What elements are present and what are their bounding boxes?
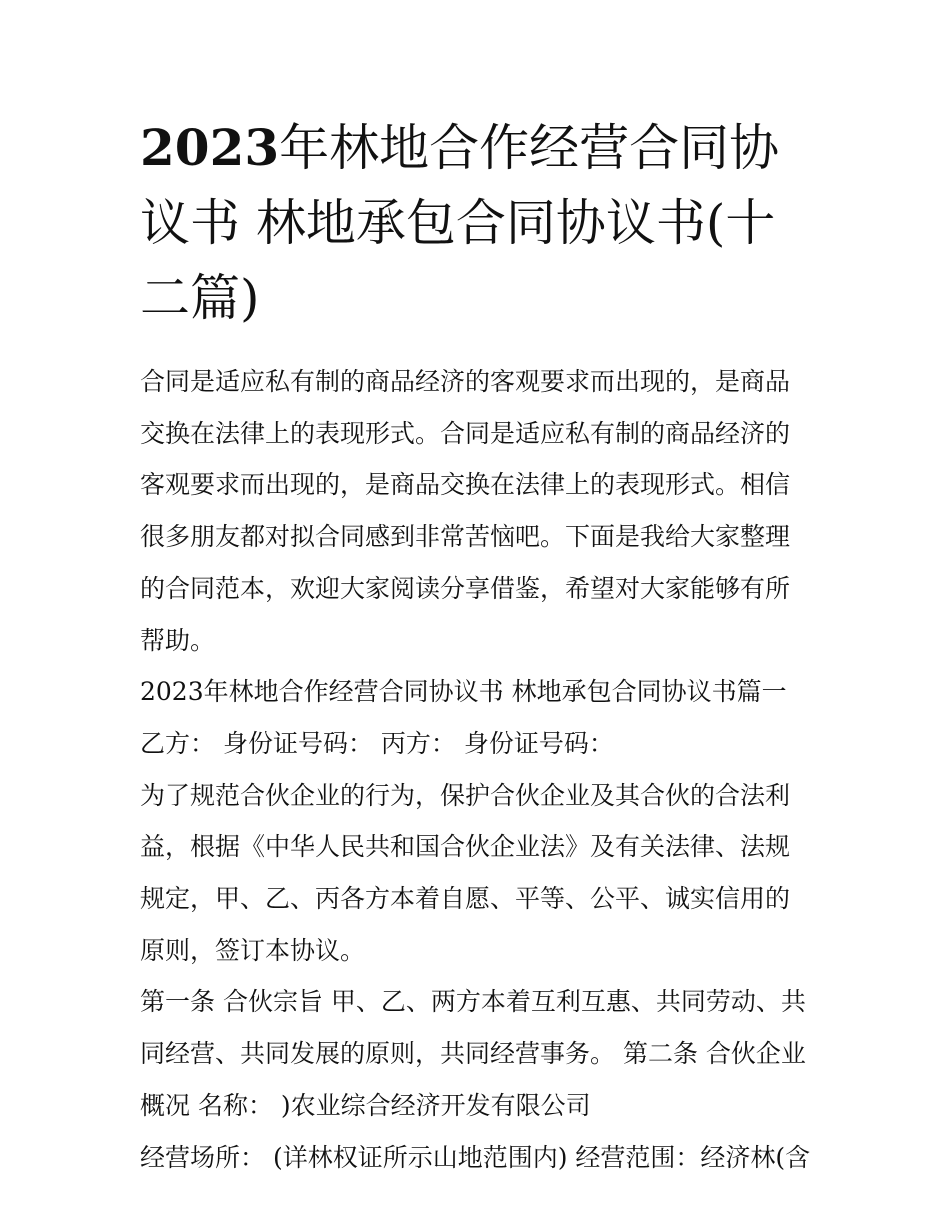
- paragraph-intro: 合同是适应私有制的商品经济的客观要求而出现的，是商品交换在法律上的表现形式。合同是适应私有制的商品经济的客观要求而出现的，是商品交换在法律上的表现形式。相信很多朋友都对拟合同感到非常苦恼吧。下面是我给大家整理的合同范本，欢迎大家阅读分享借鉴，希望对大家能够有所帮助。: [140, 367, 791, 655]
- document-body: [140, 356, 814, 1183]
- title-year: 2023: [140, 118, 280, 177]
- paragraph-parties: 2023年林地合作经营合同协议书 林地承包合同协议书篇一 乙方： 身份证号码： 丙方： 身份证号码：: [140, 677, 787, 758]
- paragraph-articles: 第一条 合伙宗旨 甲、乙、两方本着互利互惠、共同劳动、共同经营、共同发展的原则，共同经营事务。 第二条 合伙企业概况 名称： )农业综合经济开发有限公司: [140, 987, 806, 1120]
- paragraph-purpose: 为了规范合伙企业的行为，保护合伙企业及其合伙的合法利益，根据《中华人民共和国合伙企业法》及有关法律、法规规定，甲、乙、丙各方本着自愿、平等、公平、诚实信用的原则，签订本协议。: [140, 780, 791, 965]
- title-text: 年林地合作经营合同协议书 林地承包合同协议书(十二篇): [140, 119, 780, 327]
- document-title: [140, 110, 820, 336]
- paragraph-business-place: 经营场所： (详林权证所示山地范围内) 经营范围：经济林(含: [140, 1142, 811, 1172]
